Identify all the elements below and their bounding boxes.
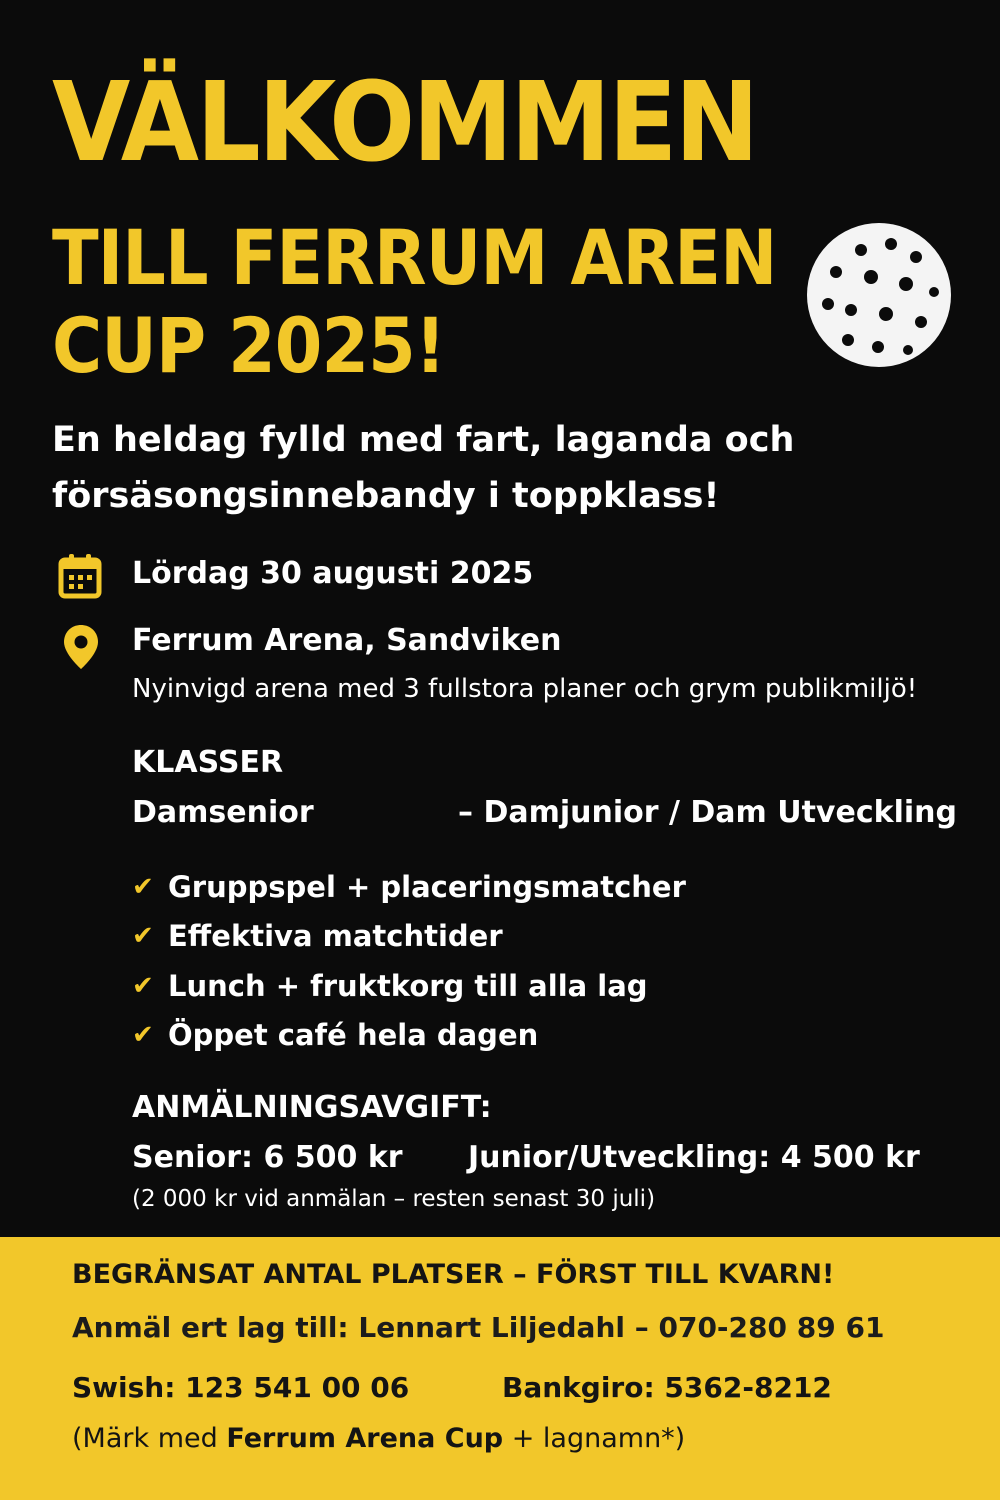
fee-heading: ANMÄLNINGSAVGIFT:: [132, 1090, 492, 1125]
location-pin-icon: [62, 623, 100, 671]
class-damjunior: – Damjunior / Dam Utveckling: [458, 795, 957, 830]
list-item: ✔ Gruppspel + placeringsmatcher: [132, 869, 686, 904]
title-line-1: VÄLKOMMEN: [52, 58, 757, 186]
list-item: ✔ Öppet café hela dagen: [132, 1018, 539, 1053]
classes-heading: KLASSER: [132, 745, 284, 780]
fee-junior: Junior/Utveckling: 4 500 kr: [468, 1140, 920, 1175]
fee-note: (2 000 kr vid anmälan – resten senast 30 juli): [132, 1186, 656, 1212]
bankgiro-number: Bankgiro: 5362-8212: [502, 1371, 832, 1404]
floorball-icon: [806, 222, 952, 368]
check-icon: ✔: [132, 921, 154, 952]
feature-list: [132, 862, 686, 1060]
title-line-2: TILL FERRUM AREN: [52, 213, 777, 302]
calendar-icon: [58, 553, 102, 599]
check-icon: ✔: [132, 970, 154, 1001]
tagline: En heldag fylld med fart, laganda och försäsongsinnebandy i toppklass!: [52, 420, 795, 516]
fee-senior: Senior: 6 500 kr: [132, 1140, 403, 1175]
footer-panel: [0, 1237, 1000, 1500]
venue-name: Ferrum Arena, Sandviken: [132, 623, 562, 658]
swish-number: Swish: 123 541 00 06: [72, 1371, 410, 1404]
registration-contact: Anmäl ert lag till: Lennart Liljedahl – 070-280 89 61: [72, 1311, 885, 1344]
class-damsenior: Damsenior: [132, 795, 314, 830]
list-item: ✔ Effektiva matchtider: [132, 919, 503, 954]
event-date: Lördag 30 augusti 2025: [132, 556, 534, 591]
check-icon: ✔: [132, 1020, 154, 1051]
payment-reference-note: (Märk med Ferrum Arena Cup + lagnamn*): [72, 1423, 686, 1454]
list-item: ✔ Lunch + fruktkorg till alla lag: [132, 968, 648, 1003]
limited-spots-notice: BEGRÄNSAT ANTAL PLATSER – FÖRST TILL KVARN!: [72, 1259, 835, 1290]
title-line-3: CUP 2025!: [52, 301, 446, 390]
check-icon: ✔: [132, 871, 154, 902]
venue-description: Nyinvigd arena med 3 fullstora planer och grym publikmiljö!: [132, 674, 918, 704]
